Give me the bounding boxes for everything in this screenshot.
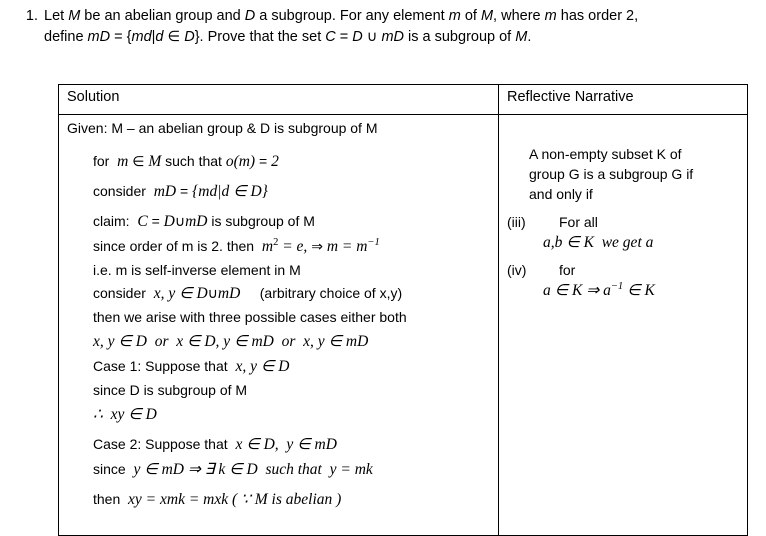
solution-line-10: since D is subgroup of M [93, 382, 248, 399]
table-body-row [59, 115, 747, 535]
solution-line-11: ∴ xy ∈ D [93, 405, 157, 423]
problem-line-2: define mD = {md|d ∈ D}. Prove that the set C = D ∪ mD is a subgroup of M. [44, 29, 532, 46]
solution-line-1: for m ∈ M such that o(m) = 2 [93, 152, 279, 170]
reflective-intro [529, 144, 740, 205]
reflective-item-iv-math: a ∈ K ⇒ $a^{-1}$ ∈ K [543, 281, 655, 300]
problem-statement [8, 6, 758, 48]
problem-number: 1. [25, 8, 38, 24]
problem-line-1: Let M be an abelian group and D a subgroup. For any element m of M, where m has order 2, [44, 8, 639, 24]
solution-line-14: then xy = xmk = mxk ( ∵ M is abelian ) [93, 490, 342, 508]
solution-line-12: Case 2: Suppose that x ∈ D, y ∈ mD [93, 435, 337, 453]
header-cell-solution [59, 85, 499, 114]
reflective-intro-line-2: group G is a subgroup G if [529, 165, 694, 182]
reflective-item-iii [507, 214, 740, 230]
solution-line-13: since y ∈ mD ⇒ ∃ k ∈ D such that y = mk [93, 460, 373, 478]
given-statement: Given: M – an abelian group & D is subgroup of M [67, 119, 378, 136]
reflective-item-iv [507, 262, 740, 278]
table-header-row [59, 85, 747, 115]
solution-table [58, 84, 748, 536]
solution-line-4: since order of m is 2. then $m^2 = e$, ⇒ $m = m^{-1}$ [93, 236, 380, 255]
reflective-item-iii-math: a,b ∈ K we get a [543, 234, 654, 252]
reflective-cell [499, 115, 746, 535]
reflective-intro-line-1: A non-empty subset K of [529, 145, 682, 162]
reflective-item-iv-text: for [559, 262, 576, 279]
solution-line-2: consider mD = {md|d ∈ D} [93, 182, 268, 200]
solution-line-9: Case 1: Suppose that x, y ∈ D [93, 358, 290, 376]
reflective-intro-line-3: and only if [529, 186, 593, 203]
solution-header-label: Solution [67, 89, 120, 105]
solution-line-7: then we arise with three possible cases either both [93, 309, 407, 326]
solution-line-8: x, y ∈ D or x ∈ D, y ∈ mD or x, y ∈ mD [93, 333, 369, 351]
solution-line-3: claim: C = D∪mD is subgroup of M [93, 212, 315, 230]
reflective-header-label: Reflective Narrative [507, 89, 634, 105]
reflective-item-iv-label: (iv) [507, 262, 527, 279]
reflective-item-iii-text: For all [559, 214, 598, 231]
solution-cell [59, 115, 499, 535]
solution-line-5: i.e. m is self-inverse element in M [93, 261, 301, 278]
header-cell-reflective [499, 85, 746, 114]
solution-line-6: consider x, y ∈ D∪mD (arbitrary choice of x,y) [93, 285, 403, 303]
reflective-item-iii-label: (iii) [507, 214, 526, 231]
